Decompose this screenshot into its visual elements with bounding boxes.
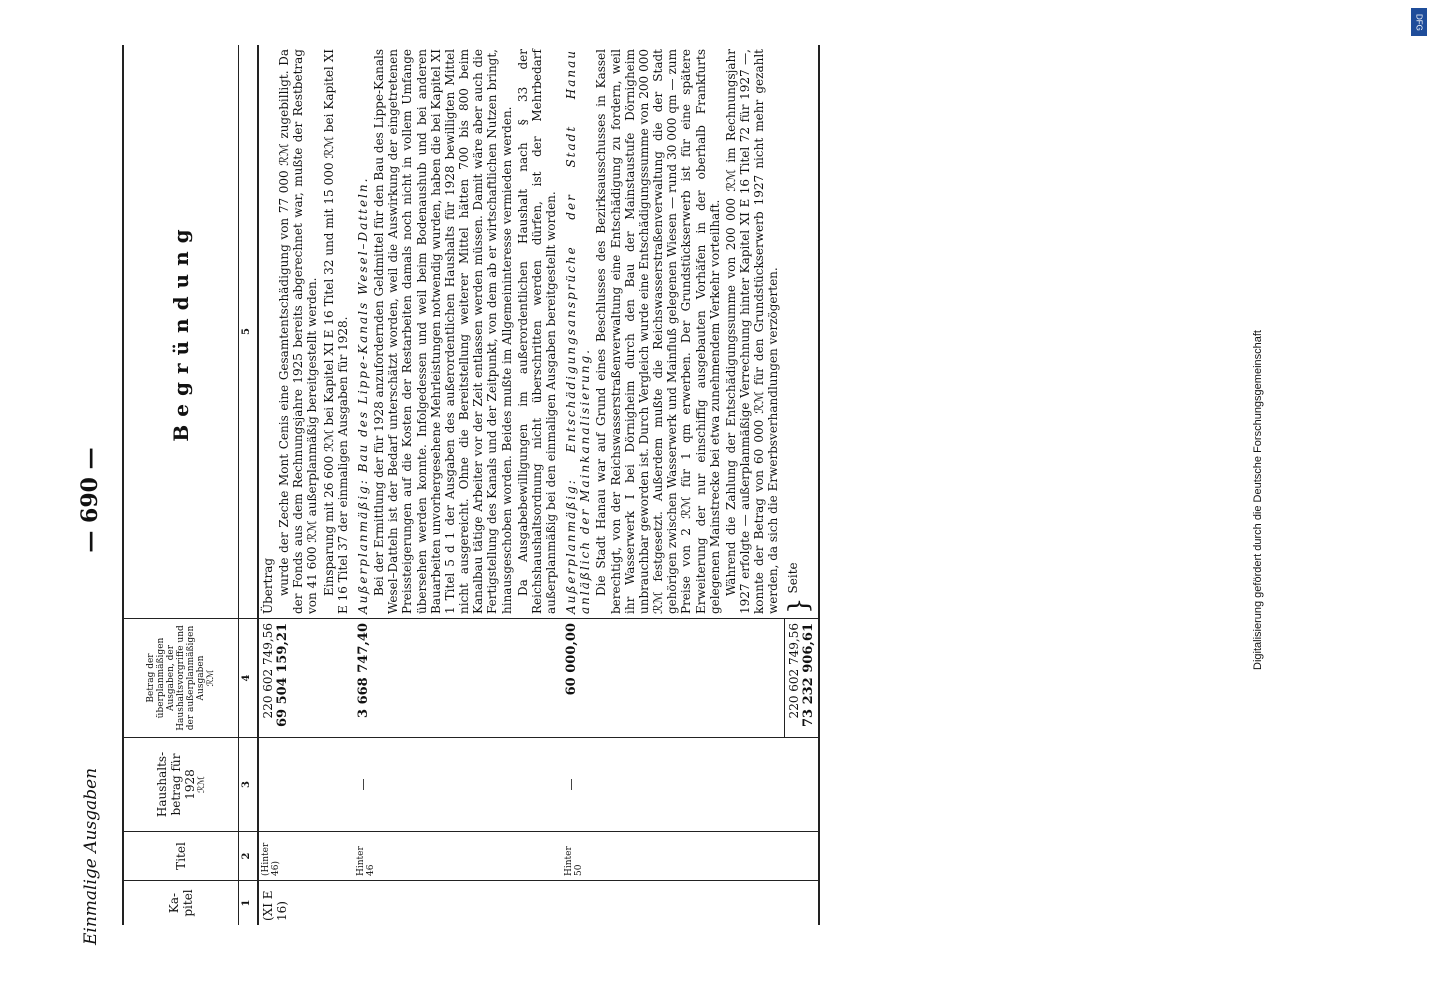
- colnum-1: 1: [239, 881, 259, 926]
- cell-betrag: [562, 619, 784, 738]
- header-unit-c3: ℛℳ: [197, 776, 207, 793]
- cell-betrag: [258, 619, 354, 738]
- table-row: [354, 45, 562, 925]
- running-head: Einmalige Ausgaben: [81, 767, 101, 945]
- colnum-5: 5: [239, 45, 259, 619]
- brace-glyph: }: [784, 597, 815, 614]
- cell-begruendung: [562, 45, 784, 619]
- table-row: [258, 45, 354, 925]
- header-begruendung: [123, 45, 239, 619]
- footer-betrag-bold: 73 232 906,61: [800, 623, 816, 728]
- cell-kapitel: [354, 881, 562, 926]
- cell-betrag: [354, 619, 562, 738]
- cell-haushalt: —: [354, 738, 562, 832]
- footer-betrag: [784, 619, 819, 738]
- begruendung-paragraph: Während die Zahlung der Entschädigungssumme von 200 000 ℛℳ im Rechnungsjahr 1927 erfolgte — außerplanmäßige Verrechnung hinter Kapitel XI E 16 Titel 72 für 1927 —, konnte der Betrag von 60 000 ℛℳ für den Grundstückserwerb 1927 nicht mehr gezahlt werden, da sich die Erwerbsverhandlungen verzögerten.: [723, 49, 781, 614]
- begruendung-lead: Außerplanmäßig: Entschädigungsansprüche der Stadt Hanau anläßlich der Mainkanalisierung.: [564, 49, 593, 614]
- begruendung-lead: Übertrag: [261, 557, 275, 614]
- cell-haushalt: [258, 738, 354, 832]
- betrag-bold: 60 000,00: [564, 623, 580, 696]
- cell-kapitel: (XI E 16): [261, 890, 289, 921]
- begruendung-paragraph: Einsparung mit 26 600 ℛℳ bei Kapitel XI E 16 Titel 32 und mit 15 000 ℛℳ bei Kapitel XI E 16 Titel 37 der einmaligen Ausgaben für 1928.: [321, 49, 350, 614]
- betrag-top: 220 602 749,56: [261, 623, 275, 719]
- begruendung-paragraph: Bei der Ermittlung der für 1928 anzufordernden Geldmittel für den Bau des Lippe-Kanals Wesel–Datteln ist der Bedarf unterschätzt worden, weil die Auswirkung der eingetretenen Preissteigerungen auf die Kosten der Restarbeiten damals noch nicht in vollem Umfange übersehen werden konnte. Infolgedessen und weil beim Bodenaushub und bei anderen Bauarbeiten unvorhergesehene Mehrleistungen notwendig wurden, haben die bei Kapitel XI 1 Titel 5 d 1 der Ausgaben des außerordentlichen Haushalts für 1928 bewilligten Mittel nicht ausgereicht. Ohne die Bereitstellung weiterer Mittel hätten 700 bis 800 beim Kanalbau tätige Arbeiter vor der Zeit entlassen werden müssen. Damit wäre aber auch die Fertigstellung des Kanals und der Zeitpunkt, von dem ab er wirtschaftlichen Nutzen bringt, hinausgeschoben worden. Beides mußte im Allgemeininteresse vermieden werden.: [372, 49, 514, 614]
- footer-label-cell: [784, 45, 819, 619]
- header-titel: Titel: [123, 832, 239, 881]
- dfg-logo: DFG: [1411, 8, 1427, 36]
- cell-begruendung: [258, 45, 354, 619]
- footer-betrag-top: 220 602 749,56: [786, 623, 801, 719]
- betrag-bold: 3 668 747,40: [355, 623, 371, 718]
- cell-begruendung: [354, 45, 562, 619]
- digitization-note: Digitalisierung gefördert durch die Deutsche Forschungsgemeinschaft: [1252, 330, 1265, 670]
- table-footer-row: [784, 45, 819, 925]
- footer-empty-1: [784, 881, 819, 926]
- begruendung-paragraph: Die Stadt Hanau war auf Grund eines Beschlusses des Bezirksausschusses in Kassel berechtigt, von der Reichswasserstraßenverwaltung eine Entschädigung zu fordern, weil ihr Wasserwerk I bei Dörnigheim durch den Bau der Mainstaustufe Dörnigheim unbrauchbar geworden ist. Durch Vergleich wurde eine Entschädigungssumme von 200 000 ℛℳ festgesetzt. Außerdem mußte die Reichswasserstraßenverwaltung die der Stadt gehörigen zwischen Wasserwerk und Mainfluß gelegenen Wiesen — rund 30 000 qm — zum Preise von 2 ℛℳ für 1 qm erwerben. Der Grundstückserwerb ist für eine spätere Erweiterung der nur einschiffig ausgebauten Vorhäfen in der oberhalb Frankfurts gelegenen Mainstrecke bei etwa zunehmendem Verkehr vorteilhaft.: [594, 49, 722, 614]
- header-kapitel: Ka-pitel: [167, 889, 195, 917]
- page-number: — 690 —: [77, 447, 103, 553]
- colnum-2: 2: [239, 832, 259, 881]
- cell-haushalt: —: [562, 738, 784, 832]
- header-begruendung-text: Begründung: [169, 221, 193, 442]
- header-betrag-text: Betrag der überplanmäßigen Ausgaben, der Haushaltsvorgriffe und der außerplanmäßigen Ausgaben: [146, 625, 206, 731]
- begruendung-lead: Außerplanmäßig: Bau des Lippe-Kanals Wesel–Datteln.: [355, 176, 370, 614]
- side-margin: [1252, 0, 1434, 1000]
- page-header: [77, 55, 107, 945]
- header-unit-c4: ℛℳ: [206, 669, 216, 687]
- header-betrag: [123, 619, 239, 738]
- betrag-bold: 69 504 159,21: [275, 623, 290, 728]
- footer-empty-3: [784, 738, 819, 832]
- header-haushaltsbetrag: [123, 738, 239, 832]
- footer-empty-2: [784, 832, 819, 881]
- cell-titel: Hinter 50: [562, 832, 784, 881]
- begruendung-paragraph: wurde der Zeche Mont Cenis eine Gesamtentschädigung von 77 000 ℛℳ zugebilligt. Da der Fonds aus dem Rechnungsjahre 1925 bereits abgerechnet war, mußte der Restbetrag von 41 600 ℛℳ außerplanmäßig bereitgestellt werden.: [277, 49, 320, 614]
- cell-titel: Hinter 46: [354, 832, 562, 881]
- footer-label: Seite: [786, 562, 801, 594]
- table-row: [562, 45, 784, 925]
- colnum-4: 4: [239, 619, 259, 738]
- cell-titel: (Hinter 46): [258, 832, 354, 881]
- begruendung-paragraph: Da Ausgabebewilligungen im außerordentlichen Haushalt nach § 33 der Reichshaushaltsordnung nicht überschritten werden dürfen, ist der Mehrbedarf außerplanmäßig bei den einmaligen Ausgaben bereitgestellt worden.: [515, 49, 558, 614]
- header-haushaltsbetrag-text: Haushalts-betrag für 1928: [155, 751, 197, 818]
- colnum-3: 3: [239, 738, 259, 832]
- rotated-page: [67, 25, 1367, 975]
- budget-table: [122, 45, 820, 925]
- cell-kapitel: [562, 881, 784, 926]
